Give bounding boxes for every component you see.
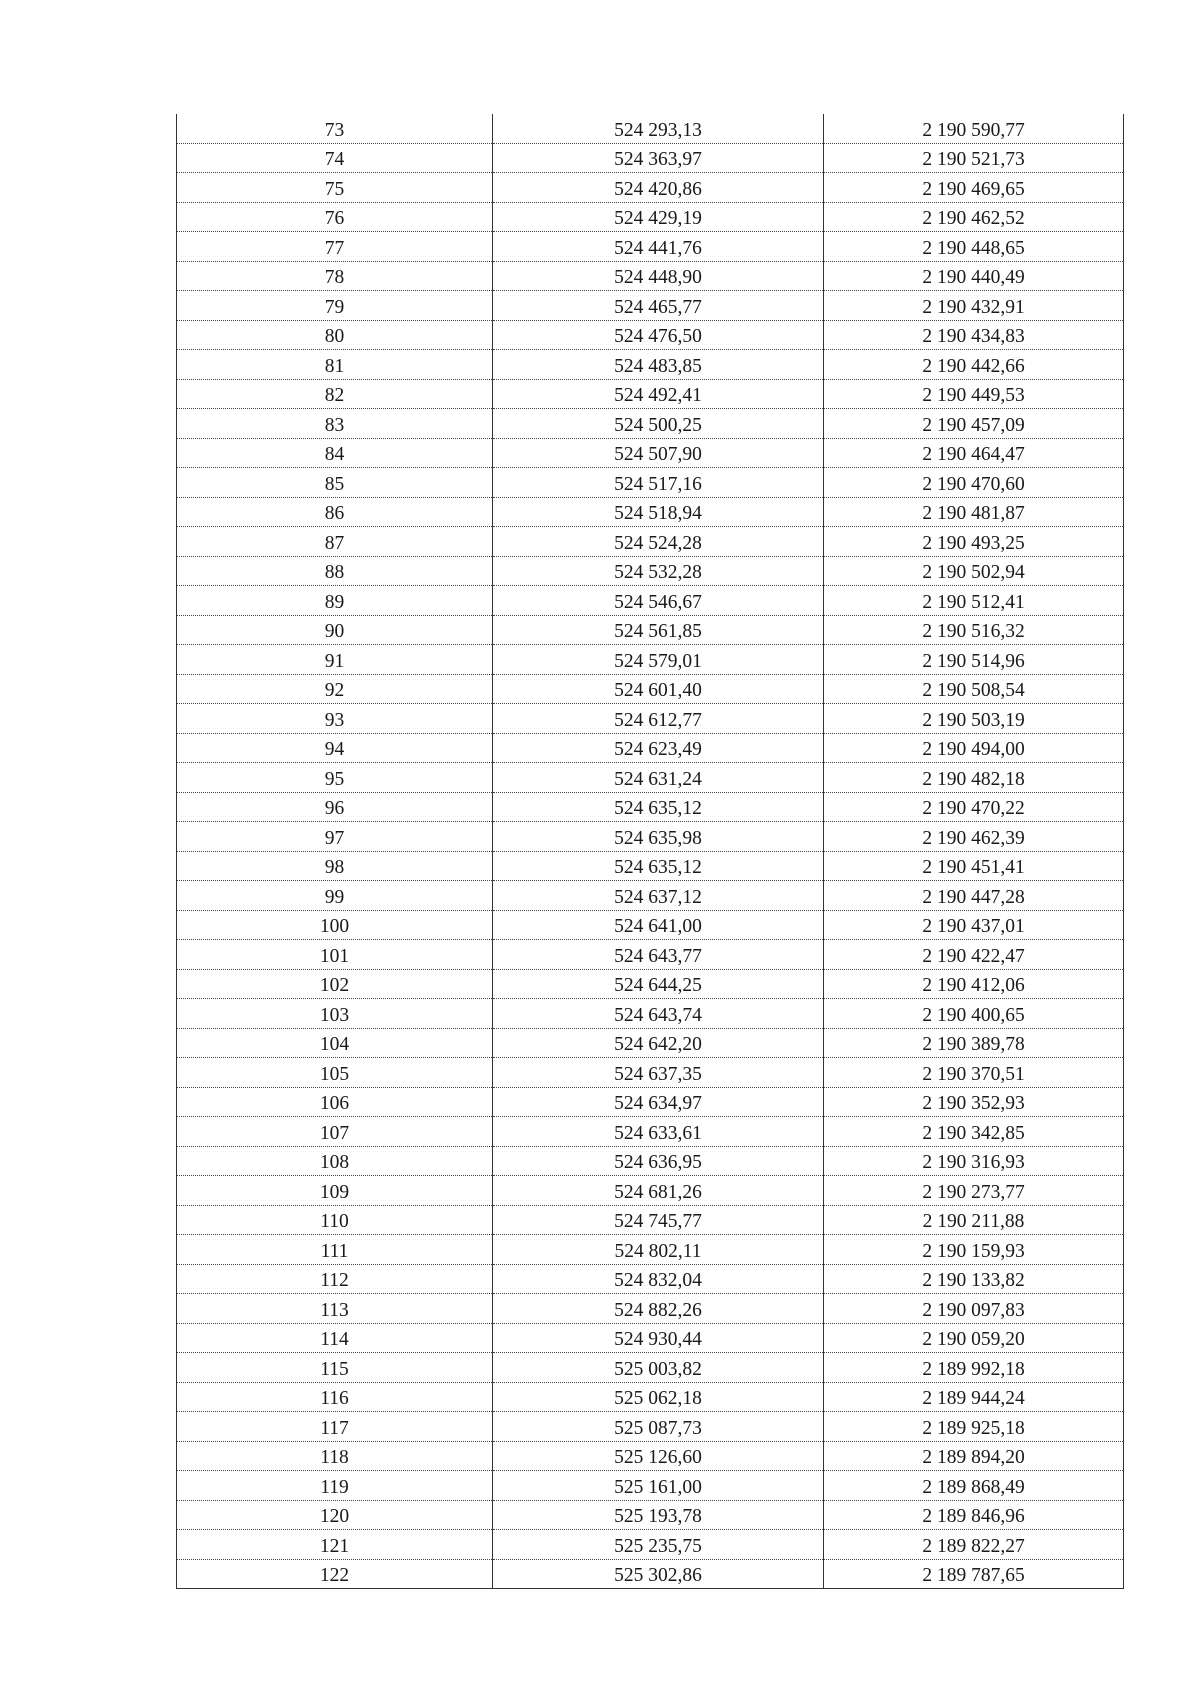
x-coordinate-cell: 524 448,90 xyxy=(493,261,824,291)
point-number-cell: 101 xyxy=(177,940,493,970)
point-number-cell: 85 xyxy=(177,468,493,498)
y-coordinate-cell: 2 190 503,19 xyxy=(824,704,1124,734)
x-coordinate-cell: 524 532,28 xyxy=(493,556,824,586)
y-coordinate-cell: 2 190 448,65 xyxy=(824,232,1124,262)
table-row xyxy=(177,1500,1124,1530)
table-row xyxy=(177,1353,1124,1383)
point-number-cell: 105 xyxy=(177,1058,493,1088)
y-coordinate-cell: 2 190 432,91 xyxy=(824,291,1124,321)
table-row xyxy=(177,763,1124,793)
y-coordinate-cell: 2 190 470,60 xyxy=(824,468,1124,498)
x-coordinate-cell: 525 161,00 xyxy=(493,1471,824,1501)
x-coordinate-cell: 524 636,95 xyxy=(493,1146,824,1176)
y-coordinate-cell: 2 190 470,22 xyxy=(824,792,1124,822)
table-row xyxy=(177,1117,1124,1147)
y-coordinate-cell: 2 190 590,77 xyxy=(824,114,1124,143)
point-number-cell: 102 xyxy=(177,969,493,999)
point-number-cell: 94 xyxy=(177,733,493,763)
x-coordinate-cell: 525 126,60 xyxy=(493,1441,824,1471)
table-row xyxy=(177,320,1124,350)
table-row xyxy=(177,910,1124,940)
point-number-cell: 92 xyxy=(177,674,493,704)
x-coordinate-cell: 524 641,00 xyxy=(493,910,824,940)
x-coordinate-cell: 524 930,44 xyxy=(493,1323,824,1353)
y-coordinate-cell: 2 190 481,87 xyxy=(824,497,1124,527)
table-row xyxy=(177,261,1124,291)
point-number-cell: 117 xyxy=(177,1412,493,1442)
table-row xyxy=(177,1412,1124,1442)
table-row xyxy=(177,645,1124,675)
y-coordinate-cell: 2 190 370,51 xyxy=(824,1058,1124,1088)
table-row xyxy=(177,468,1124,498)
table-row xyxy=(177,674,1124,704)
x-coordinate-cell: 524 802,11 xyxy=(493,1235,824,1265)
x-coordinate-cell: 524 492,41 xyxy=(493,379,824,409)
y-coordinate-cell: 2 189 868,49 xyxy=(824,1471,1124,1501)
y-coordinate-cell: 2 190 133,82 xyxy=(824,1264,1124,1294)
point-number-cell: 97 xyxy=(177,822,493,852)
coordinates-table-body xyxy=(177,114,1124,1589)
table-row xyxy=(177,497,1124,527)
table-row xyxy=(177,379,1124,409)
x-coordinate-cell: 525 087,73 xyxy=(493,1412,824,1442)
table-row xyxy=(177,1441,1124,1471)
point-number-cell: 120 xyxy=(177,1500,493,1530)
table-row xyxy=(177,1323,1124,1353)
y-coordinate-cell: 2 190 469,65 xyxy=(824,173,1124,203)
point-number-cell: 79 xyxy=(177,291,493,321)
y-coordinate-cell: 2 190 493,25 xyxy=(824,527,1124,557)
x-coordinate-cell: 524 623,49 xyxy=(493,733,824,763)
x-coordinate-cell: 524 644,25 xyxy=(493,969,824,999)
x-coordinate-cell: 524 429,19 xyxy=(493,202,824,232)
table-row xyxy=(177,1382,1124,1412)
point-number-cell: 78 xyxy=(177,261,493,291)
point-number-cell: 107 xyxy=(177,1117,493,1147)
x-coordinate-cell: 524 633,61 xyxy=(493,1117,824,1147)
x-coordinate-cell: 524 642,20 xyxy=(493,1028,824,1058)
y-coordinate-cell: 2 190 494,00 xyxy=(824,733,1124,763)
y-coordinate-cell: 2 190 482,18 xyxy=(824,763,1124,793)
point-number-cell: 122 xyxy=(177,1559,493,1589)
point-number-cell: 119 xyxy=(177,1471,493,1501)
table-row xyxy=(177,1058,1124,1088)
x-coordinate-cell: 524 524,28 xyxy=(493,527,824,557)
point-number-cell: 108 xyxy=(177,1146,493,1176)
x-coordinate-cell: 524 507,90 xyxy=(493,438,824,468)
point-number-cell: 113 xyxy=(177,1294,493,1324)
coordinates-table xyxy=(176,114,1124,1589)
y-coordinate-cell: 2 189 846,96 xyxy=(824,1500,1124,1530)
x-coordinate-cell: 524 518,94 xyxy=(493,497,824,527)
point-number-cell: 100 xyxy=(177,910,493,940)
point-number-cell: 74 xyxy=(177,143,493,173)
table-row xyxy=(177,1205,1124,1235)
x-coordinate-cell: 524 465,77 xyxy=(493,291,824,321)
y-coordinate-cell: 2 190 352,93 xyxy=(824,1087,1124,1117)
y-coordinate-cell: 2 190 514,96 xyxy=(824,645,1124,675)
point-number-cell: 76 xyxy=(177,202,493,232)
x-coordinate-cell: 524 635,12 xyxy=(493,792,824,822)
point-number-cell: 111 xyxy=(177,1235,493,1265)
point-number-cell: 93 xyxy=(177,704,493,734)
point-number-cell: 86 xyxy=(177,497,493,527)
y-coordinate-cell: 2 190 512,41 xyxy=(824,586,1124,616)
y-coordinate-cell: 2 189 992,18 xyxy=(824,1353,1124,1383)
y-coordinate-cell: 2 190 521,73 xyxy=(824,143,1124,173)
table-row xyxy=(177,143,1124,173)
point-number-cell: 88 xyxy=(177,556,493,586)
y-coordinate-cell: 2 190 342,85 xyxy=(824,1117,1124,1147)
table-row xyxy=(177,556,1124,586)
y-coordinate-cell: 2 189 787,65 xyxy=(824,1559,1124,1589)
y-coordinate-cell: 2 190 159,93 xyxy=(824,1235,1124,1265)
y-coordinate-cell: 2 189 944,24 xyxy=(824,1382,1124,1412)
table-row xyxy=(177,822,1124,852)
point-number-cell: 75 xyxy=(177,173,493,203)
point-number-cell: 95 xyxy=(177,763,493,793)
point-number-cell: 114 xyxy=(177,1323,493,1353)
y-coordinate-cell: 2 190 508,54 xyxy=(824,674,1124,704)
table-row xyxy=(177,350,1124,380)
x-coordinate-cell: 525 235,75 xyxy=(493,1530,824,1560)
x-coordinate-cell: 524 643,74 xyxy=(493,999,824,1029)
table-row xyxy=(177,851,1124,881)
table-row xyxy=(177,438,1124,468)
table-row xyxy=(177,202,1124,232)
point-number-cell: 121 xyxy=(177,1530,493,1560)
x-coordinate-cell: 524 483,85 xyxy=(493,350,824,380)
point-number-cell: 91 xyxy=(177,645,493,675)
table-row xyxy=(177,1087,1124,1117)
table-row xyxy=(177,291,1124,321)
table-row xyxy=(177,1028,1124,1058)
point-number-cell: 87 xyxy=(177,527,493,557)
y-coordinate-cell: 2 189 925,18 xyxy=(824,1412,1124,1442)
x-coordinate-cell: 524 476,50 xyxy=(493,320,824,350)
x-coordinate-cell: 524 363,97 xyxy=(493,143,824,173)
y-coordinate-cell: 2 190 440,49 xyxy=(824,261,1124,291)
y-coordinate-cell: 2 190 464,47 xyxy=(824,438,1124,468)
table-row xyxy=(177,586,1124,616)
point-number-cell: 109 xyxy=(177,1176,493,1206)
y-coordinate-cell: 2 190 437,01 xyxy=(824,910,1124,940)
point-number-cell: 90 xyxy=(177,615,493,645)
point-number-cell: 118 xyxy=(177,1441,493,1471)
point-number-cell: 112 xyxy=(177,1264,493,1294)
x-coordinate-cell: 524 561,85 xyxy=(493,615,824,645)
point-number-cell: 104 xyxy=(177,1028,493,1058)
y-coordinate-cell: 2 190 451,41 xyxy=(824,851,1124,881)
point-number-cell: 89 xyxy=(177,586,493,616)
point-number-cell: 116 xyxy=(177,1382,493,1412)
point-number-cell: 96 xyxy=(177,792,493,822)
y-coordinate-cell: 2 190 442,66 xyxy=(824,350,1124,380)
y-coordinate-cell: 2 190 462,39 xyxy=(824,822,1124,852)
table-row xyxy=(177,1294,1124,1324)
point-number-cell: 106 xyxy=(177,1087,493,1117)
x-coordinate-cell: 524 681,26 xyxy=(493,1176,824,1206)
point-number-cell: 80 xyxy=(177,320,493,350)
x-coordinate-cell: 524 420,86 xyxy=(493,173,824,203)
x-coordinate-cell: 524 643,77 xyxy=(493,940,824,970)
table-row xyxy=(177,1471,1124,1501)
x-coordinate-cell: 524 637,35 xyxy=(493,1058,824,1088)
y-coordinate-cell: 2 190 097,83 xyxy=(824,1294,1124,1324)
x-coordinate-cell: 524 579,01 xyxy=(493,645,824,675)
point-number-cell: 77 xyxy=(177,232,493,262)
y-coordinate-cell: 2 190 273,77 xyxy=(824,1176,1124,1206)
y-coordinate-cell: 2 190 316,93 xyxy=(824,1146,1124,1176)
point-number-cell: 82 xyxy=(177,379,493,409)
point-number-cell: 103 xyxy=(177,999,493,1029)
x-coordinate-cell: 524 601,40 xyxy=(493,674,824,704)
x-coordinate-cell: 524 882,26 xyxy=(493,1294,824,1324)
point-number-cell: 110 xyxy=(177,1205,493,1235)
table-row xyxy=(177,615,1124,645)
table-row xyxy=(177,527,1124,557)
table-row xyxy=(177,409,1124,439)
y-coordinate-cell: 2 190 400,65 xyxy=(824,999,1124,1029)
table-row xyxy=(177,940,1124,970)
y-coordinate-cell: 2 190 516,32 xyxy=(824,615,1124,645)
y-coordinate-cell: 2 190 059,20 xyxy=(824,1323,1124,1353)
point-number-cell: 84 xyxy=(177,438,493,468)
y-coordinate-cell: 2 189 822,27 xyxy=(824,1530,1124,1560)
table-row xyxy=(177,1530,1124,1560)
table-row xyxy=(177,969,1124,999)
point-number-cell: 98 xyxy=(177,851,493,881)
table-row xyxy=(177,999,1124,1029)
y-coordinate-cell: 2 190 422,47 xyxy=(824,940,1124,970)
y-coordinate-cell: 2 190 389,78 xyxy=(824,1028,1124,1058)
x-coordinate-cell: 524 637,12 xyxy=(493,881,824,911)
x-coordinate-cell: 525 062,18 xyxy=(493,1382,824,1412)
table-row xyxy=(177,1559,1124,1589)
y-coordinate-cell: 2 190 412,06 xyxy=(824,969,1124,999)
x-coordinate-cell: 524 635,12 xyxy=(493,851,824,881)
y-coordinate-cell: 2 190 457,09 xyxy=(824,409,1124,439)
point-number-cell: 99 xyxy=(177,881,493,911)
y-coordinate-cell: 2 190 447,28 xyxy=(824,881,1124,911)
y-coordinate-cell: 2 190 449,53 xyxy=(824,379,1124,409)
table-row xyxy=(177,881,1124,911)
x-coordinate-cell: 524 631,24 xyxy=(493,763,824,793)
table-row xyxy=(177,792,1124,822)
y-coordinate-cell: 2 190 502,94 xyxy=(824,556,1124,586)
point-number-cell: 115 xyxy=(177,1353,493,1383)
x-coordinate-cell: 524 293,13 xyxy=(493,114,824,143)
x-coordinate-cell: 524 635,98 xyxy=(493,822,824,852)
table-row xyxy=(177,1264,1124,1294)
x-coordinate-cell: 524 634,97 xyxy=(493,1087,824,1117)
table-row xyxy=(177,114,1124,143)
y-coordinate-cell: 2 189 894,20 xyxy=(824,1441,1124,1471)
x-coordinate-cell: 524 745,77 xyxy=(493,1205,824,1235)
table-row xyxy=(177,704,1124,734)
x-coordinate-cell: 524 546,67 xyxy=(493,586,824,616)
x-coordinate-cell: 525 302,86 xyxy=(493,1559,824,1589)
x-coordinate-cell: 525 003,82 xyxy=(493,1353,824,1383)
table-row xyxy=(177,733,1124,763)
table-row xyxy=(177,1146,1124,1176)
table-row xyxy=(177,1235,1124,1265)
x-coordinate-cell: 524 612,77 xyxy=(493,704,824,734)
y-coordinate-cell: 2 190 462,52 xyxy=(824,202,1124,232)
point-number-cell: 73 xyxy=(177,114,493,143)
x-coordinate-cell: 524 500,25 xyxy=(493,409,824,439)
table-row xyxy=(177,232,1124,262)
point-number-cell: 83 xyxy=(177,409,493,439)
point-number-cell: 81 xyxy=(177,350,493,380)
x-coordinate-cell: 524 441,76 xyxy=(493,232,824,262)
y-coordinate-cell: 2 190 434,83 xyxy=(824,320,1124,350)
x-coordinate-cell: 524 832,04 xyxy=(493,1264,824,1294)
x-coordinate-cell: 525 193,78 xyxy=(493,1500,824,1530)
table-row xyxy=(177,1176,1124,1206)
table-row xyxy=(177,173,1124,203)
y-coordinate-cell: 2 190 211,88 xyxy=(824,1205,1124,1235)
x-coordinate-cell: 524 517,16 xyxy=(493,468,824,498)
